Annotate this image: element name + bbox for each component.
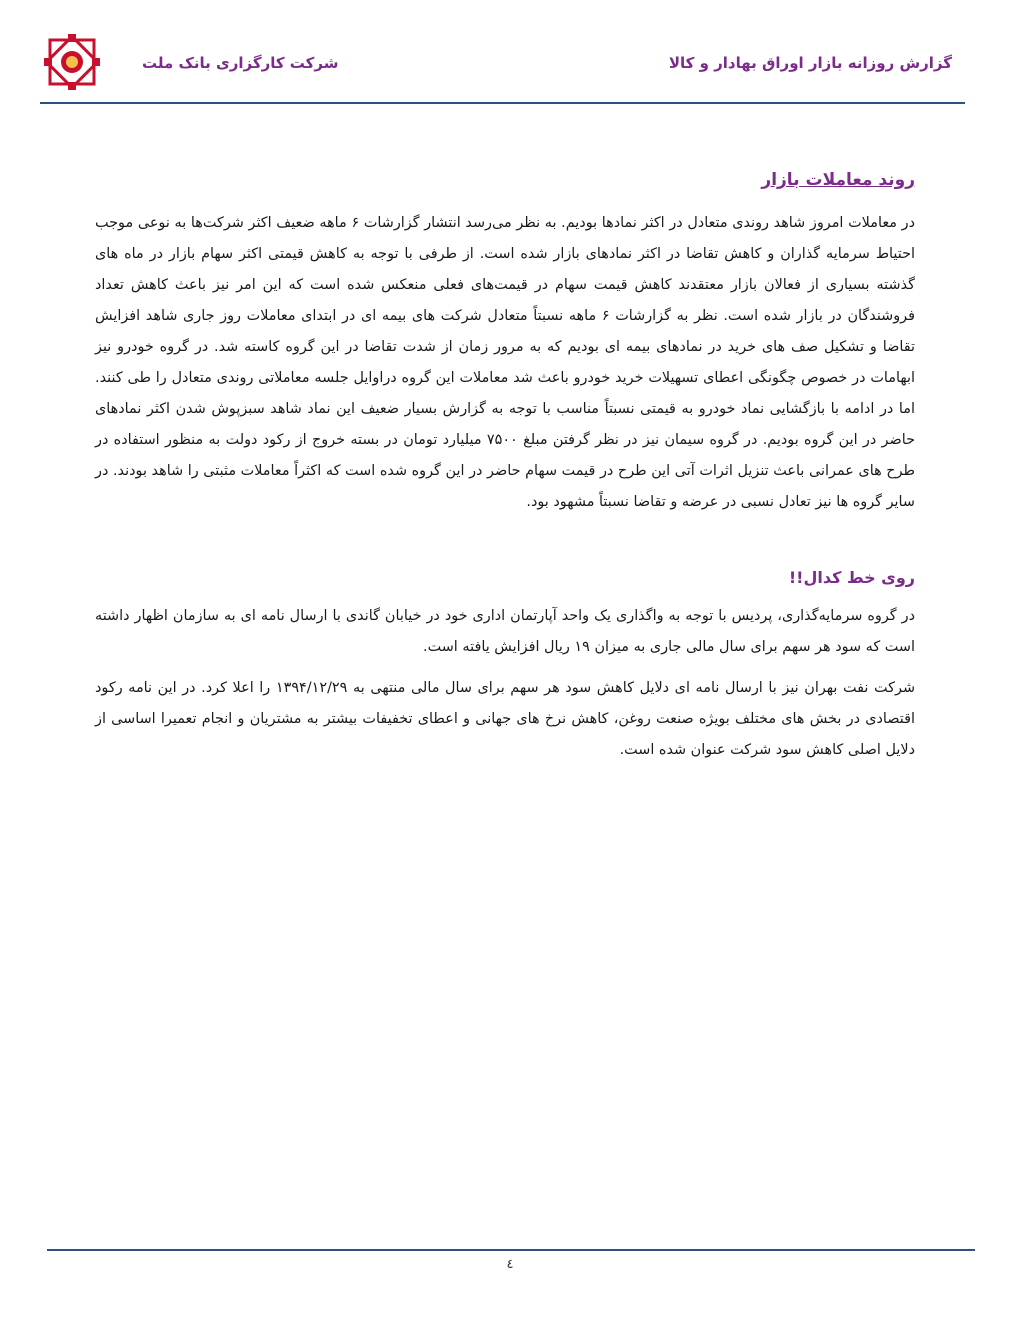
section-paragraph: شرکت نفت بهران نیز با ارسال نامه ای دلایل کاهش سود هر سهم برای سال مالی منتهی به ۱۳۹۴/۱۲/۲۹ را اعلا کرد. در این نامه رکود اقتصادی در بخش های مختلف بویژه صنعت روغن، کاهش نرخ های جهانی و اعطای تخفیفات بیشتر به مشتریان و انجام تعمیرا اساسی از دلایل اصلی کاهش سود شرکت عنوان شده است.: [95, 680, 916, 758]
company-name: شرکت کارگزاری بانک ملت: [142, 54, 339, 72]
report-body: [95, 170, 915, 776]
section-paragraph: در معاملات امروز شاهد روندی متعادل در اکثر نمادها بودیم. به نظر می‌رسد انتشار گزارشات ۶ ماهه ضعیف اکثر شرکت‌ها به نوعی موجب احتیاط سرمایه گذاران و کاهش تقاضا در اکثر نمادهای بازار شده است. از طرفی با توجه به کاهش قیمتی اکثر سهام بازار در ماه های گذشته بسیاری از فعالان بازار معتقدند کاهش قیمت سهام در قیمت‌های فعلی منعکس شده است که این امر نیز باعث کاهش تعداد فروشندگان در بازار شده است. نظر به گزارشات ۶ ماهه نسبتاً متعادل شرکت های بیمه ای در ابتدای معاملات روز جاری شاهد افزایش تقاضا و تشکیل صف های خرید در نمادهای بیمه ای بودیم که به مرور زمان از شدت تقاضا در این گروه کاسته شد. در گروه خودرو نیز ابهامات در خصوص چگونگی اعطای تسهیلات خرید خودرو باعث شد معاملات این گروه دراوایل جلسه معاملاتی روندی متعادل را طی کنند. اما در ادامه با بازگشایی نماد خودرو به قیمتی نسبتاً مناسب با توجه به گزارش بسیار ضعیف این نماد شاهد سبزپوش شدن اکثر نمادهای حاضر در این گروه بودیم. در گروه سیمان نیز در نظر گرفتن مبلغ ۷۵۰۰ میلیارد تومان در بسته خروج از رکود دولت به منظور استفاده در طرح های عمرانی باعث تنزیل اثرات آتی این طرح در قیمت سهام حاضر در این گروه شده است که اکثراً معاملات مثبتی را شاهد بودند. در سایر گروه ها نیز تعادل نسبی در عرضه و تقاضا نسبتاً مشهود بود.: [95, 215, 915, 510]
page-number: ٤: [506, 1257, 514, 1272]
footer-divider: [47, 1249, 975, 1251]
section-heading-market-trend: روند معاملات بازار: [761, 170, 915, 190]
report-title: گزارش روزانه بازار اوراق بهادار و کالا: [668, 54, 952, 72]
section-paragraph: در گروه سرمایه‌گذاری، پردیس با توجه به واگذاری یک واحد آپارتمان اداری خود در خیابان گاندی با ارسال نامه ای به سازمان اظهار داشته است که سود هر سهم برای سال مالی جاری به میزان ۱۹ ریال افزایش یافته است.: [95, 608, 915, 655]
section-heading-codal: روی خط کدال!!: [788, 568, 915, 587]
bank-mellat-logo-icon: [40, 30, 104, 94]
header-divider: [40, 102, 965, 104]
